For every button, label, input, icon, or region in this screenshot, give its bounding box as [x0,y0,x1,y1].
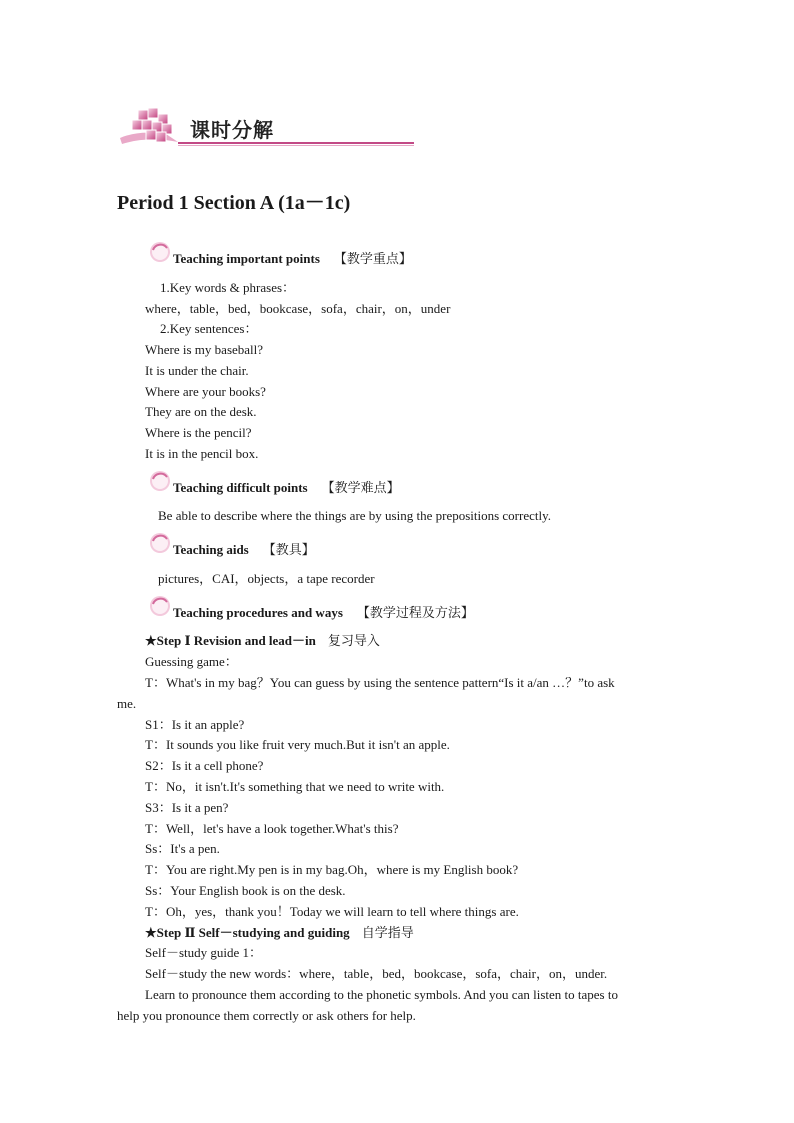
list-item: S3：Is it a pen? [145,800,229,815]
paragraph: Be able to describe where the things are by using the prepositions correctly. [158,508,552,523]
step-label-zh: 复习导入 [327,634,380,649]
list-item: Ss：It's a pen. [145,841,220,856]
section-title-en: Teaching difficult points [173,480,308,495]
banner-divider-thin [178,145,414,146]
banner-divider [178,142,414,144]
list-item: 1.Key words & phrases： [160,280,296,295]
step-label: ★Step Ⅱ Self－studying and guiding [145,925,350,940]
banner-title: 课时分解 [190,118,274,142]
list-item: Learn to pronounce them according to the phonetic symbols. And you can listen to tapes to [145,987,618,1002]
pink-circle-bullet-icon [148,240,174,266]
section-title-zh: 【教学过程及方法】 [356,606,474,621]
section-banner [118,104,308,154]
list-item: T：What's in my bag？You can guess by using the sentence pattern“Is it a/an …？”to ask [145,675,615,690]
list-item: S2：Is it a cell phone? [145,758,264,773]
step-label: ★Step Ⅰ Revision and lead－in [145,633,316,648]
list-item: help you pronounce them correctly or ask others for help. [117,1008,416,1023]
step-heading [145,925,414,942]
list-item: Self－study guide 1： [145,945,262,960]
section-title-en: Teaching important points [173,251,320,266]
list-item: where，table，bed，bookcase，sofa，chair，on，under [145,301,451,316]
list-item: It is under the chair. [145,363,249,378]
list-item: Ss：Your English book is on the desk. [145,883,346,898]
list-item: 2.Key sentences： [160,321,258,336]
list-item: T：It sounds you like fruit very much.But it isn't an apple. [145,737,450,752]
pink-circle-bullet-icon [148,594,174,620]
section-title-zh: 【教具】 [262,543,315,558]
step-heading [145,633,380,650]
list-item: Self－study the new words：where，table，bed，bookcase，sofa，chair，on，under. [145,966,608,981]
list-item: Where is the pencil? [145,425,252,440]
section-title-zh: 【教学重点】 [333,252,412,267]
list-item: Where are your books? [145,384,266,399]
section-title-en: Teaching procedures and ways [173,605,343,620]
list-item: Guessing game： [145,654,238,669]
paragraph: pictures，CAI，objects，a tape recorder [158,571,375,586]
list-item: It is in the pencil box. [145,446,259,461]
list-item: Where is my baseball? [145,342,264,357]
pink-circle-bullet-icon [148,531,174,557]
list-item: They are on the desk. [145,404,257,419]
list-item: T：You are right.My pen is in my bag.Oh，where is my English book? [145,862,519,877]
list-item: S1：Is it an apple? [145,717,245,732]
list-item: T：Well，let's have a look together.What's this? [145,821,399,836]
period-title: Period 1 Section A (1a－1c) [117,192,351,214]
step-label-zh: 自学指导 [361,926,414,941]
cubes-logo-icon [118,104,188,154]
section-title-zh: 【教学难点】 [321,481,400,496]
section-title-en: Teaching aids [173,542,249,557]
list-item: me. [117,696,137,711]
list-item: T：Oh，yes，thank you！Today we will learn to tell where things are. [145,904,519,919]
pink-circle-bullet-icon [148,469,174,495]
list-item: T：No，it isn't.It's something that we need to write with. [145,779,445,794]
